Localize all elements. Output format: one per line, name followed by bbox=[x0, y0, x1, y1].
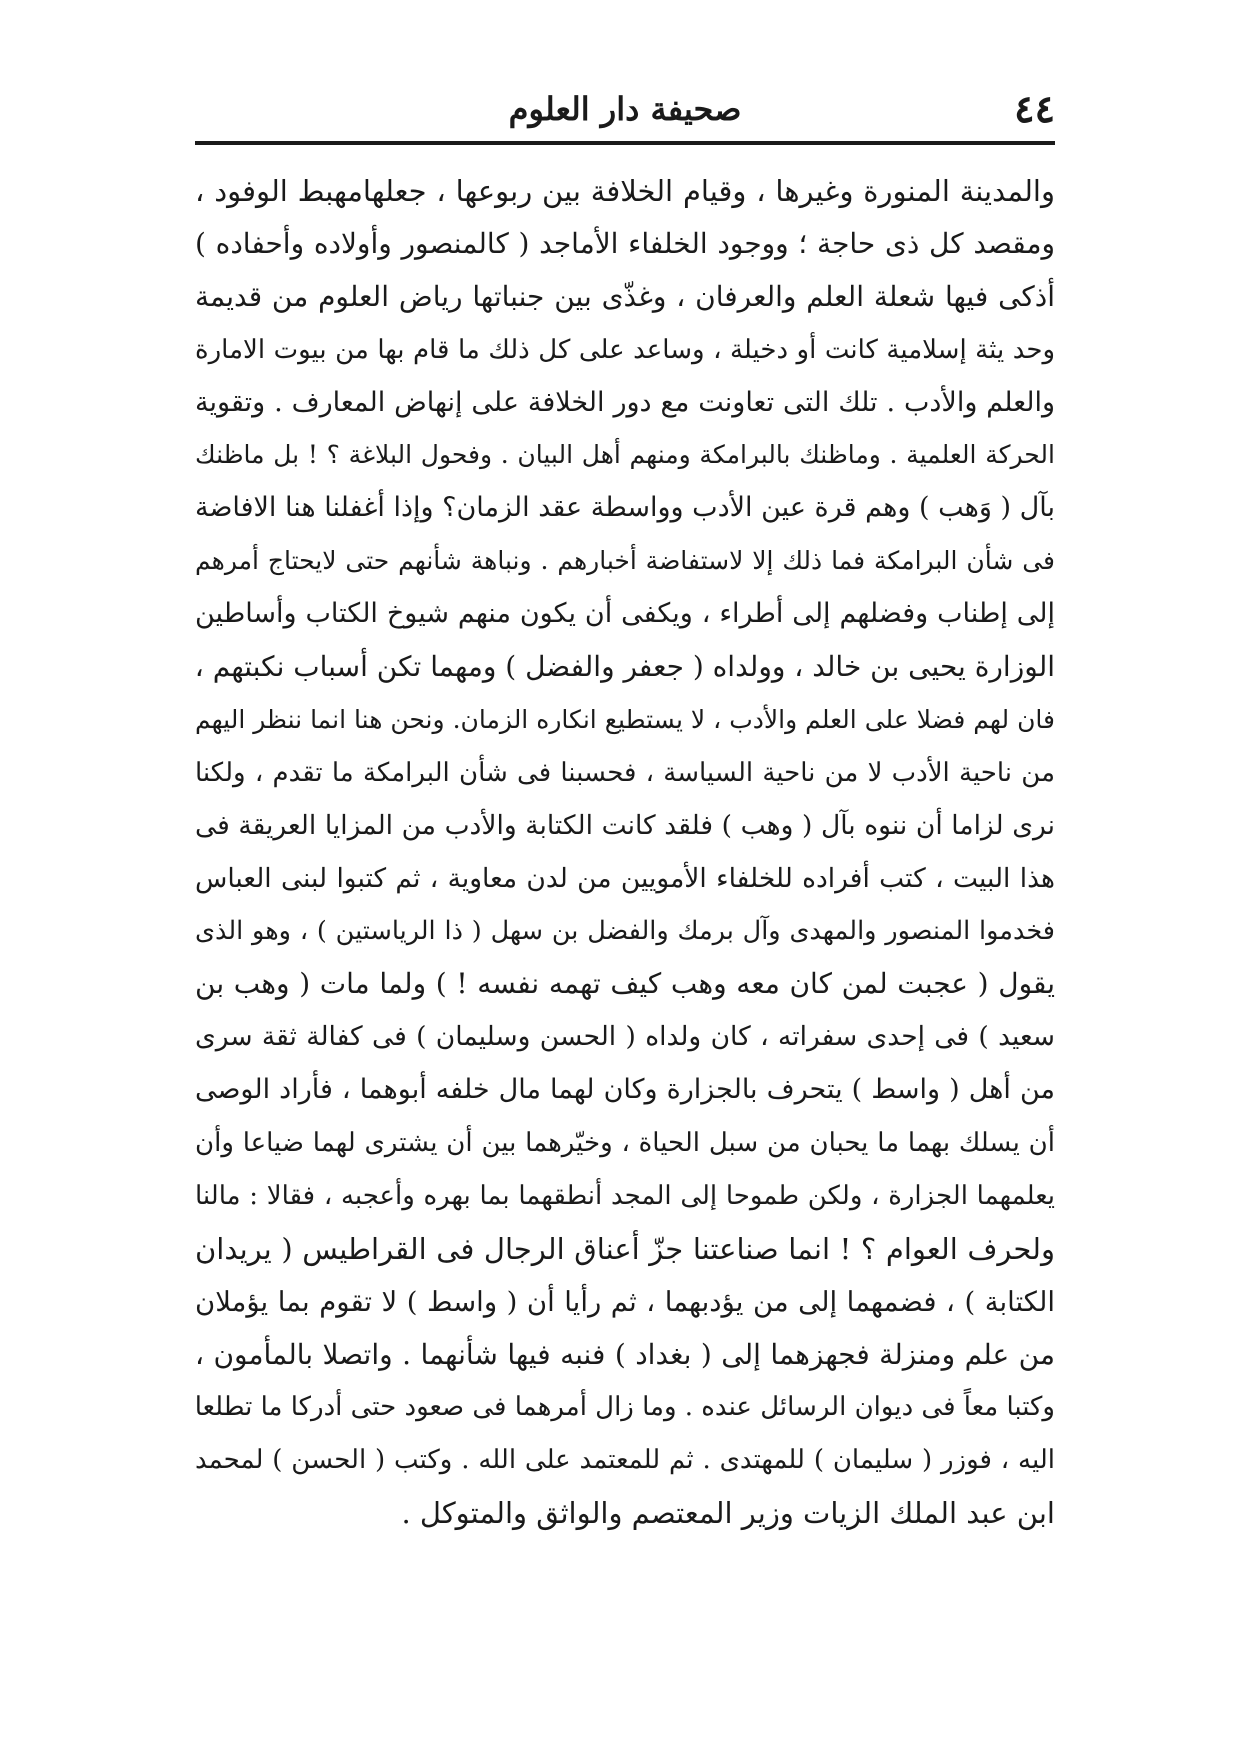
text-line: الحركة العلمية . وماظنك بالبرامكة ومنهم أهل البيان . وفحول البلاغة ؟ ! بل ماظنك bbox=[195, 440, 1055, 470]
text-line: إلى إطناب وفضلهم إلى أطراء ، ويكفى أن يكون منهم شيوخ الكتاب وأساطين bbox=[195, 598, 1055, 630]
text-line: فخدموا المنصور والمهدى وآل برمك والفضل بن سهل ( ذا الرياستين ) ، وهو الذى bbox=[195, 916, 1055, 947]
text-line: وحد يثة إسلامية كانت أو دخيلة ، وساعد على كل ذلك ما قام بها من بيوت الامارة bbox=[195, 334, 1055, 365]
text-line: والمدينة المنورة وغيرها ، وقيام الخلافة بين ربوعها ، جعلهامهبط الوفود ، bbox=[195, 174, 1055, 208]
text-line: بآل ( وَهب ) وهم قرة عين الأدب وواسطة عقد الزمان؟ وإذا أغفلنا هنا الافاضة bbox=[195, 492, 1055, 524]
text-line: من أهل ( واسط ) يتحرف بالجزارة وكان لهما مال خلفه أبوهما ، فأراد الوصى bbox=[195, 1074, 1055, 1106]
header-rule bbox=[195, 141, 1055, 145]
text-line: أذكى فيها شعلة العلم والعرفان ، وغذّى بين جنباتها رياض العلوم من قديمة bbox=[195, 279, 1055, 313]
text-line: وكتبا معاً فى ديوان الرسائل عنده . وما زال أمرهما فى صعود حتى أدركا ما تطلعا bbox=[195, 1392, 1055, 1423]
page-header bbox=[195, 84, 1055, 140]
text-line: من علم ومنزلة فجهزهما إلى ( بغداد ) فنبه فيها شأنهما . واتصلا بالمأمون ، bbox=[195, 1337, 1055, 1371]
text-line: فان لهم فضلا على العلم والأدب ، لا يستطيع انكاره الزمان. ونحن هنا انما ننظر اليهم bbox=[195, 704, 1055, 734]
text-line: يعلمهما الجزارة ، ولكن طموحا إلى المجد أنطقهما بما بهره وأعجبه ، فقالا : مالنا bbox=[195, 1180, 1055, 1211]
journal-title: صحيفة دار العلوم bbox=[508, 90, 742, 128]
text-line: يقول ( عجبت لمن كان معه وهب كيف تهمه نفسه ! ) ولما مات ( وهب بن bbox=[195, 967, 1055, 1001]
text-line: نرى لزاما أن ننوه بآل ( وهب ) فلقد كانت الكتابة والأدب من المزايا العريقة فى bbox=[195, 809, 1055, 841]
text-line: أن يسلك بهما ما يحبان من سبل الحياة ، وخيّرهما بين أن يشترى لهما ضياعا وأن bbox=[195, 1128, 1055, 1159]
text-line: والعلم والأدب . تلك التى تعاونت مع دور الخلافة على إنهاض المعارف . وتقوية bbox=[195, 386, 1055, 418]
text-line: الوزارة يحيى بن خالد ، وولداه ( جعفر والفضل ) ومهما تكن أسباب نكبتهم ، bbox=[195, 650, 1055, 684]
text-line: ومقصد كل ذى حاجة ؛ ووجود الخلفاء الأماجد ( كالمنصور وأولاده وأحفاده ) bbox=[195, 226, 1055, 260]
page-number: ٤٤ bbox=[1014, 86, 1055, 131]
text-line: هذا البيت ، كتب أفراده للخلفاء الأمويين من لدن معاوية ، ثم كتبوا لبنى العباس bbox=[195, 862, 1055, 894]
text-line: فى شأن البرامكة فما ذلك إلا لاستفاضة أخبارهم . ونباهة شأنهم حتى لايحتاج أمرهم bbox=[195, 546, 1055, 576]
text-line: ولحرف العوام ؟ ! انما صناعتنا جزّ أعناق الرجال فى القراطيس ( يريدان bbox=[195, 1231, 1055, 1266]
text-line: ابن عبد الملك الزيات وزير المعتصم والواثق والمتوكل . bbox=[401, 1496, 1055, 1531]
body-text bbox=[195, 165, 1055, 1540]
text-line: من ناحية الأدب لا من ناحية السياسة ، فحسبنا فى شأن البرامكة ما تقدم ، ولكنا bbox=[195, 757, 1055, 788]
text-line: الكتابة ) ، فضمهما إلى من يؤدبهما ، ثم رأيا أن ( واسط ) لا تقوم بما يؤملان bbox=[195, 1285, 1055, 1318]
text-line: سعيد ) فى إحدى سفراته ، كان ولداه ( الحسن وسليمان ) فى كفالة ثقة سرى bbox=[195, 1021, 1055, 1053]
text-line: اليه ، فوزر ( سليمان ) للمهتدى . ثم للمعتمد على الله . وكتب ( الحسن ) لمحمد bbox=[195, 1445, 1055, 1476]
